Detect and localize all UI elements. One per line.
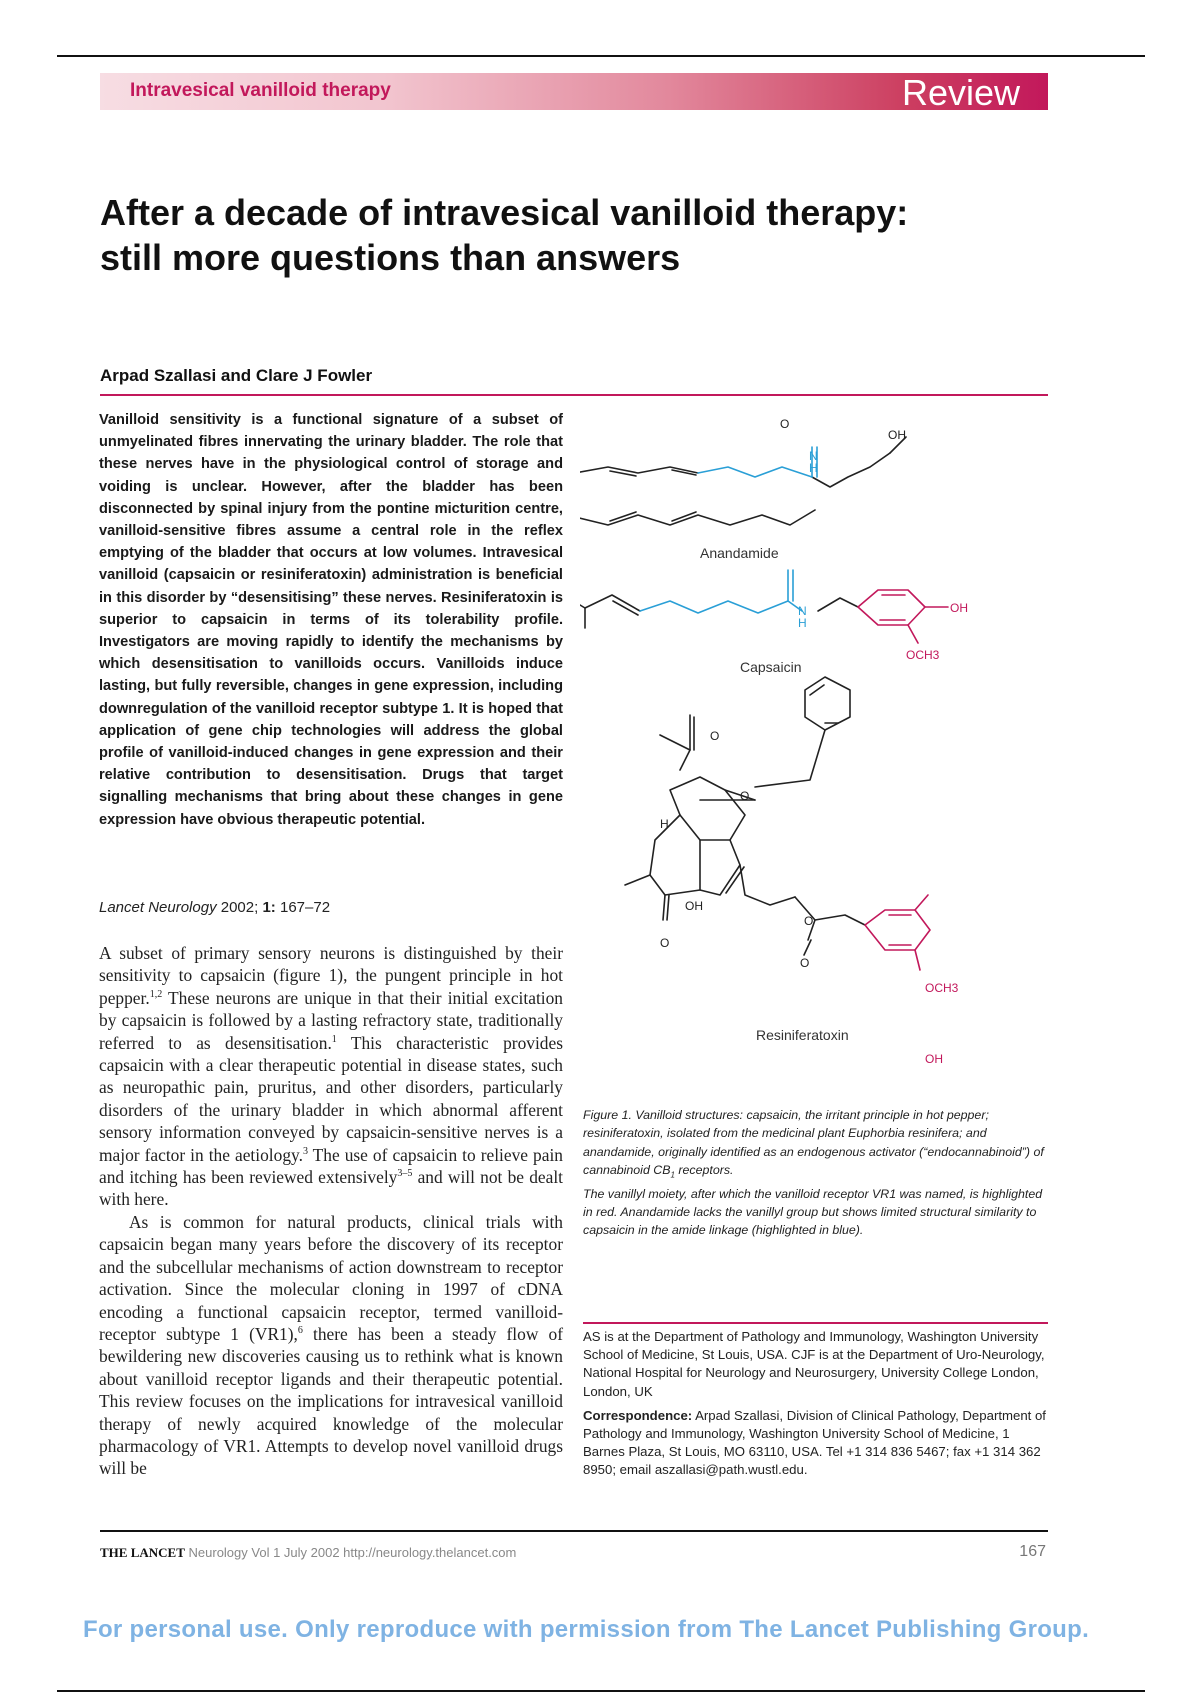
- body-text-run: As is common for natural products, clinical trials with capsaicin began many years before the discovery of its receptor and the subcellular mechanisms of action downstream to receptor activation. Since the molecular cloning in 1997 of cDNA encoding a functional capsaicin receptor, termed vanilloid-receptor subtype 1 (VR1),: [99, 1211, 563, 1344]
- atom-o: O: [804, 914, 814, 928]
- section-banner: [100, 72, 1048, 113]
- figure-1-chemical-structures: [580, 415, 1040, 1085]
- footer-issue-info: Neurology Vol 1 July 2002 http://neurology.thelancet.com: [188, 1545, 517, 1560]
- atom-o: O: [710, 729, 720, 743]
- body-text-run: This characteristic provides capsaicin with a clear therapeutic potential in disease states, such as neuropathic pain, pruritus, and other disorders, particularly disorders of the urinary bladder in which abnormal afferent sensory information conveyed by capsaicin-sensitive nerves is a major factor in the aetiology.: [99, 1032, 563, 1165]
- atom-oh: OH: [925, 1052, 943, 1066]
- body-text-run: These neurons are unique in that their initial excitation by capsaicin is followed by a lasting refractory state, traditionally referred to as desensitisation.: [99, 987, 563, 1053]
- author-affiliations: [583, 1328, 1049, 1480]
- affiliation-text: AS is at the Department of Pathology and Immunology, Washington University School of Medicine, St Louis, USA. CJF is at the Department of Uro-Neurology, National Hospital for Neurology and Neurosurgery, University College London, London, UK: [583, 1329, 1045, 1399]
- body-text-run: The use of capsaicin to relieve pain and itching has been reviewed extensively: [99, 1144, 563, 1188]
- author-line: Arpad Szallasi and Clare J Fowler: [100, 366, 373, 385]
- footer-journal-name: THE LANCET: [100, 1545, 185, 1560]
- footer-journal-info: [100, 1545, 516, 1561]
- caption-text-run: receptors.: [674, 1162, 734, 1177]
- caption-paragraph-2: The vanillyl moiety, after which the vanilloid receptor VR1 was named, is highlighted in red. Anandamide lacks the vanillyl group but shows limited structural similarity to capsaicin in the amide linkage (highlighted in blue).: [583, 1186, 1043, 1238]
- usage-watermark: For personal use. Only reproduce with permission from The Lancet Publishing Group.: [83, 1616, 1090, 1643]
- citation-year: 2002;: [220, 899, 259, 916]
- capsaicin-label: Capsaicin: [740, 659, 802, 675]
- citation: [99, 899, 330, 916]
- body-paragraph-2: [99, 1211, 563, 1480]
- atom-n: N: [809, 449, 818, 463]
- author-divider: [100, 394, 1048, 396]
- abstract: Vanilloid sensitivity is a functional signature of a subset of unmyelinated fibres innervating the urinary bladder. The role that these nerves have in the physiological control of storage and voiding is unclear. However, after the bladder has been disconnected by spinal injury from the pontine micturition centre, vanilloid-sensitive fibres assume a central role in the reflex emptying of the bladder that occurs at low volumes. Intravesical vanilloid (capsaicin or resiniferatoxin) administration is beneficial in this disorder by “desensitising” these nerves. Resiniferatoxin is superior to capsaicin in terms of its tolerability profile. Investigators are moving rapidly to identify the mechanisms by which desensitisation to vanilloids occurs. Vanilloids induce lasting, but fully reversible, changes in gene expression, including downregulation of the vanilloid receptor subtype 1. It is hoped that application of gene chip technologies will address the global profile of vanilloid-induced changes in gene expression and their relative contribution to desensitisation. Drugs that target signalling mechanisms that bring about these changes in gene expression have obvious therapeutic potential.: [99, 412, 563, 828]
- capsaicin-vanillyl-group: [858, 590, 948, 643]
- page-number: 167: [1019, 1543, 1046, 1560]
- body-text: [99, 942, 563, 1480]
- correspondence-block: [583, 1407, 1049, 1480]
- figure-caption: [583, 1106, 1045, 1240]
- bottom-rule: [57, 1690, 1145, 1692]
- atom-h: H: [798, 616, 807, 630]
- body-text-run: and will not be dealt with here.: [99, 1167, 563, 1210]
- reference-mark: 1,2: [149, 989, 163, 1001]
- affiliation-divider: [583, 1322, 1048, 1324]
- atom-och3: OCH3: [925, 981, 959, 995]
- atom-n: N: [798, 604, 807, 618]
- citation-journal: Lancet Neurology: [99, 899, 217, 916]
- reference-mark: 3: [302, 1145, 308, 1157]
- chemical-structures-diagram: [580, 415, 1040, 1085]
- correspondence-label: Correspondence:: [583, 1407, 693, 1423]
- atom-och3: OCH3: [906, 648, 940, 662]
- caption-text-run: Figure 1. Vanilloid structures: capsaicin, the irritant principle in hot pepper; resiniferatoxin, isolated from the medicinal plant Euphorbia resinifera; and anandamide, originally identified as an endogenous activator (“endocannabinoid”) of cannabinoid CB: [583, 1108, 1044, 1177]
- capsaicin-linker: [818, 598, 858, 611]
- article-title: [100, 190, 1040, 280]
- reference-mark: 6: [297, 1325, 303, 1337]
- caption-paragraph-1: [583, 1106, 1045, 1185]
- caption-subscript: 1: [670, 1170, 675, 1180]
- atom-o: O: [660, 936, 670, 950]
- reference-mark: 1: [331, 1033, 337, 1045]
- anandamide-structure: [580, 437, 906, 525]
- resiniferatoxin-vanillyl-group: [865, 895, 930, 970]
- body-text-run: A subset of primary sensory neurons is distinguished by their sensitivity to capsaicin (figure 1), the pungent principle in hot pepper.: [99, 943, 563, 1008]
- atom-oh: OH: [950, 601, 968, 615]
- reference-mark: 3–5: [397, 1168, 413, 1180]
- resiniferatoxin-label: Resiniferatoxin: [756, 1027, 849, 1043]
- correspondence-text: Arpad Szallasi, Division of Clinical Pathology, Department of Pathology and Immunology, Washington University School of Medicine, 1 Barnes Plaza, St Louis, MO 63110, USA. Tel +1 314 836 5467; fax +1 314 362 8950; email aszallasi@path.wustl.edu.: [583, 1407, 1046, 1478]
- capsaicin-structure: [580, 593, 640, 628]
- citation-pages: 167–72: [279, 899, 331, 916]
- atom-oh: OH: [888, 428, 906, 442]
- body-paragraph-1: [99, 942, 563, 1211]
- capsaicin-amide-linkage: [640, 570, 802, 613]
- atom-oh: OH: [685, 899, 703, 913]
- anandamide-label: Anandamide: [700, 545, 779, 561]
- atom-o: O: [800, 956, 810, 970]
- title-line-1: After a decade of intravesical vanilloid therapy:: [100, 192, 909, 233]
- top-rule: [57, 55, 1145, 57]
- section-title: Intravesical vanilloid therapy: [130, 80, 391, 101]
- title-line-2: still more questions than answers: [100, 237, 681, 278]
- body-text-run: there has been a steady flow of bewildering new discoveries causing us to rethink what is known about vanilloid receptor ligands and their therapeutic potential. This review focuses on the implications for intravesical vanilloid therapy of newly acquired knowledge of the molecular pharmacology of VR1. Attempts to develop novel vanilloid drugs will be: [99, 1323, 563, 1479]
- atom-o: O: [780, 417, 790, 431]
- atom-o: O: [740, 789, 750, 803]
- resiniferatoxin-structure: [625, 677, 865, 955]
- atom-h: H: [660, 817, 669, 831]
- atom-h: H: [809, 461, 818, 475]
- article-type-label: Review: [901, 72, 1020, 113]
- citation-volume: 1:: [262, 899, 276, 916]
- anandamide-amide-linkage: [698, 447, 817, 477]
- footer-rule: [100, 1530, 1048, 1532]
